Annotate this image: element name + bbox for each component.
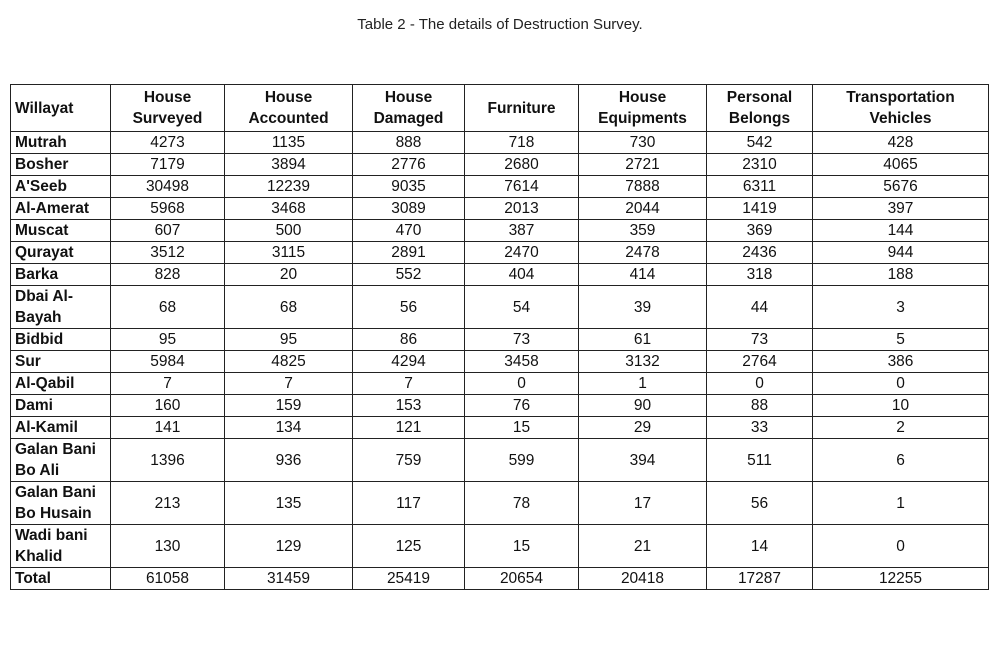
value-cell: 20 (225, 264, 353, 286)
value-cell: 4065 (813, 154, 989, 176)
willayat-cell: Total (11, 568, 111, 590)
value-cell: 1135 (225, 132, 353, 154)
value-cell: 7 (353, 373, 465, 395)
value-cell: 68 (225, 286, 353, 329)
willayat-cell: Bosher (11, 154, 111, 176)
value-cell: 2776 (353, 154, 465, 176)
value-cell: 54 (465, 286, 579, 329)
value-cell: 2013 (465, 198, 579, 220)
value-cell: 56 (353, 286, 465, 329)
value-cell: 3 (813, 286, 989, 329)
table-row (11, 220, 989, 242)
value-cell: 213 (111, 482, 225, 525)
value-cell: 160 (111, 395, 225, 417)
column-header: House Equipments (579, 85, 707, 132)
value-cell: 2310 (707, 154, 813, 176)
value-cell: 20654 (465, 568, 579, 590)
column-header: House Damaged (353, 85, 465, 132)
value-cell: 3468 (225, 198, 353, 220)
willayat-cell: Barka (11, 264, 111, 286)
willayat-cell: Galan Bani Bo Husain (11, 482, 111, 525)
table-row (11, 176, 989, 198)
value-cell: 117 (353, 482, 465, 525)
value-cell: 68 (111, 286, 225, 329)
willayat-cell: Bidbid (11, 329, 111, 351)
value-cell: 511 (707, 439, 813, 482)
value-cell: 144 (813, 220, 989, 242)
value-cell: 7 (111, 373, 225, 395)
value-cell: 86 (353, 329, 465, 351)
value-cell: 44 (707, 286, 813, 329)
table-row (11, 154, 989, 176)
value-cell: 2436 (707, 242, 813, 264)
willayat-cell: Qurayat (11, 242, 111, 264)
value-cell: 21 (579, 525, 707, 568)
table-row (11, 286, 989, 329)
value-cell: 90 (579, 395, 707, 417)
table-row (11, 395, 989, 417)
value-cell: 31459 (225, 568, 353, 590)
value-cell: 10 (813, 395, 989, 417)
value-cell: 134 (225, 417, 353, 439)
value-cell: 73 (465, 329, 579, 351)
willayat-cell: A'Seeb (11, 176, 111, 198)
value-cell: 20418 (579, 568, 707, 590)
willayat-cell: Muscat (11, 220, 111, 242)
value-cell: 718 (465, 132, 579, 154)
value-cell: 3458 (465, 351, 579, 373)
value-cell: 2680 (465, 154, 579, 176)
value-cell: 130 (111, 525, 225, 568)
value-cell: 414 (579, 264, 707, 286)
value-cell: 3115 (225, 242, 353, 264)
value-cell: 121 (353, 417, 465, 439)
value-cell: 95 (225, 329, 353, 351)
total-row (11, 568, 989, 590)
value-cell: 2478 (579, 242, 707, 264)
table-row (11, 373, 989, 395)
value-cell: 2891 (353, 242, 465, 264)
willayat-cell: Sur (11, 351, 111, 373)
value-cell: 386 (813, 351, 989, 373)
value-cell: 15 (465, 417, 579, 439)
value-cell: 730 (579, 132, 707, 154)
value-cell: 3132 (579, 351, 707, 373)
value-cell: 500 (225, 220, 353, 242)
value-cell: 33 (707, 417, 813, 439)
value-cell: 25419 (353, 568, 465, 590)
value-cell: 0 (465, 373, 579, 395)
value-cell: 4294 (353, 351, 465, 373)
column-header: House Surveyed (111, 85, 225, 132)
value-cell: 129 (225, 525, 353, 568)
table-row (11, 132, 989, 154)
value-cell: 369 (707, 220, 813, 242)
value-cell: 387 (465, 220, 579, 242)
column-header: Willayat (11, 85, 111, 132)
header-row (11, 85, 989, 132)
value-cell: 9035 (353, 176, 465, 198)
column-header: Personal Belongs (707, 85, 813, 132)
value-cell: 1419 (707, 198, 813, 220)
value-cell: 599 (465, 439, 579, 482)
value-cell: 12255 (813, 568, 989, 590)
value-cell: 4273 (111, 132, 225, 154)
value-cell: 125 (353, 525, 465, 568)
value-cell: 153 (353, 395, 465, 417)
value-cell: 56 (707, 482, 813, 525)
table-body (11, 132, 989, 590)
value-cell: 17287 (707, 568, 813, 590)
value-cell: 61 (579, 329, 707, 351)
value-cell: 4825 (225, 351, 353, 373)
destruction-survey-table (10, 84, 989, 590)
value-cell: 0 (813, 373, 989, 395)
value-cell: 14 (707, 525, 813, 568)
value-cell: 759 (353, 439, 465, 482)
willayat-cell: Wadi bani Khalid (11, 525, 111, 568)
value-cell: 1 (579, 373, 707, 395)
value-cell: 3894 (225, 154, 353, 176)
willayat-cell: Dami (11, 395, 111, 417)
willayat-cell: Galan Bani Bo Ali (11, 439, 111, 482)
value-cell: 359 (579, 220, 707, 242)
table-row (11, 525, 989, 568)
value-cell: 30498 (111, 176, 225, 198)
value-cell: 5984 (111, 351, 225, 373)
willayat-cell: Dbai Al-Bayah (11, 286, 111, 329)
value-cell: 188 (813, 264, 989, 286)
table-row (11, 264, 989, 286)
value-cell: 135 (225, 482, 353, 525)
value-cell: 0 (813, 525, 989, 568)
value-cell: 5 (813, 329, 989, 351)
table-row (11, 242, 989, 264)
value-cell: 2764 (707, 351, 813, 373)
value-cell: 61058 (111, 568, 225, 590)
value-cell: 7 (225, 373, 353, 395)
table-row (11, 329, 989, 351)
value-cell: 78 (465, 482, 579, 525)
value-cell: 76 (465, 395, 579, 417)
column-header: Furniture (465, 85, 579, 132)
value-cell: 95 (111, 329, 225, 351)
value-cell: 5676 (813, 176, 989, 198)
value-cell: 7179 (111, 154, 225, 176)
value-cell: 6 (813, 439, 989, 482)
willayat-cell: Al-Qabil (11, 373, 111, 395)
willayat-cell: Mutrah (11, 132, 111, 154)
value-cell: 12239 (225, 176, 353, 198)
column-header: House Accounted (225, 85, 353, 132)
value-cell: 607 (111, 220, 225, 242)
value-cell: 159 (225, 395, 353, 417)
value-cell: 470 (353, 220, 465, 242)
column-header: Transportation Vehicles (813, 85, 989, 132)
value-cell: 318 (707, 264, 813, 286)
value-cell: 888 (353, 132, 465, 154)
table-row (11, 351, 989, 373)
willayat-cell: Al-Kamil (11, 417, 111, 439)
value-cell: 7614 (465, 176, 579, 198)
table-row (11, 417, 989, 439)
value-cell: 29 (579, 417, 707, 439)
table-row (11, 198, 989, 220)
value-cell: 3512 (111, 242, 225, 264)
value-cell: 394 (579, 439, 707, 482)
table-row (11, 439, 989, 482)
value-cell: 5968 (111, 198, 225, 220)
value-cell: 7888 (579, 176, 707, 198)
value-cell: 542 (707, 132, 813, 154)
value-cell: 39 (579, 286, 707, 329)
value-cell: 17 (579, 482, 707, 525)
value-cell: 3089 (353, 198, 465, 220)
value-cell: 1 (813, 482, 989, 525)
table-row (11, 482, 989, 525)
value-cell: 0 (707, 373, 813, 395)
value-cell: 2470 (465, 242, 579, 264)
value-cell: 944 (813, 242, 989, 264)
value-cell: 15 (465, 525, 579, 568)
value-cell: 6311 (707, 176, 813, 198)
value-cell: 1396 (111, 439, 225, 482)
value-cell: 552 (353, 264, 465, 286)
value-cell: 404 (465, 264, 579, 286)
value-cell: 936 (225, 439, 353, 482)
value-cell: 2 (813, 417, 989, 439)
value-cell: 2721 (579, 154, 707, 176)
value-cell: 428 (813, 132, 989, 154)
value-cell: 828 (111, 264, 225, 286)
value-cell: 73 (707, 329, 813, 351)
value-cell: 397 (813, 198, 989, 220)
value-cell: 88 (707, 395, 813, 417)
value-cell: 141 (111, 417, 225, 439)
willayat-cell: Al-Amerat (11, 198, 111, 220)
table-caption: Table 2 - The details of Destruction Survey. (357, 16, 643, 33)
value-cell: 2044 (579, 198, 707, 220)
